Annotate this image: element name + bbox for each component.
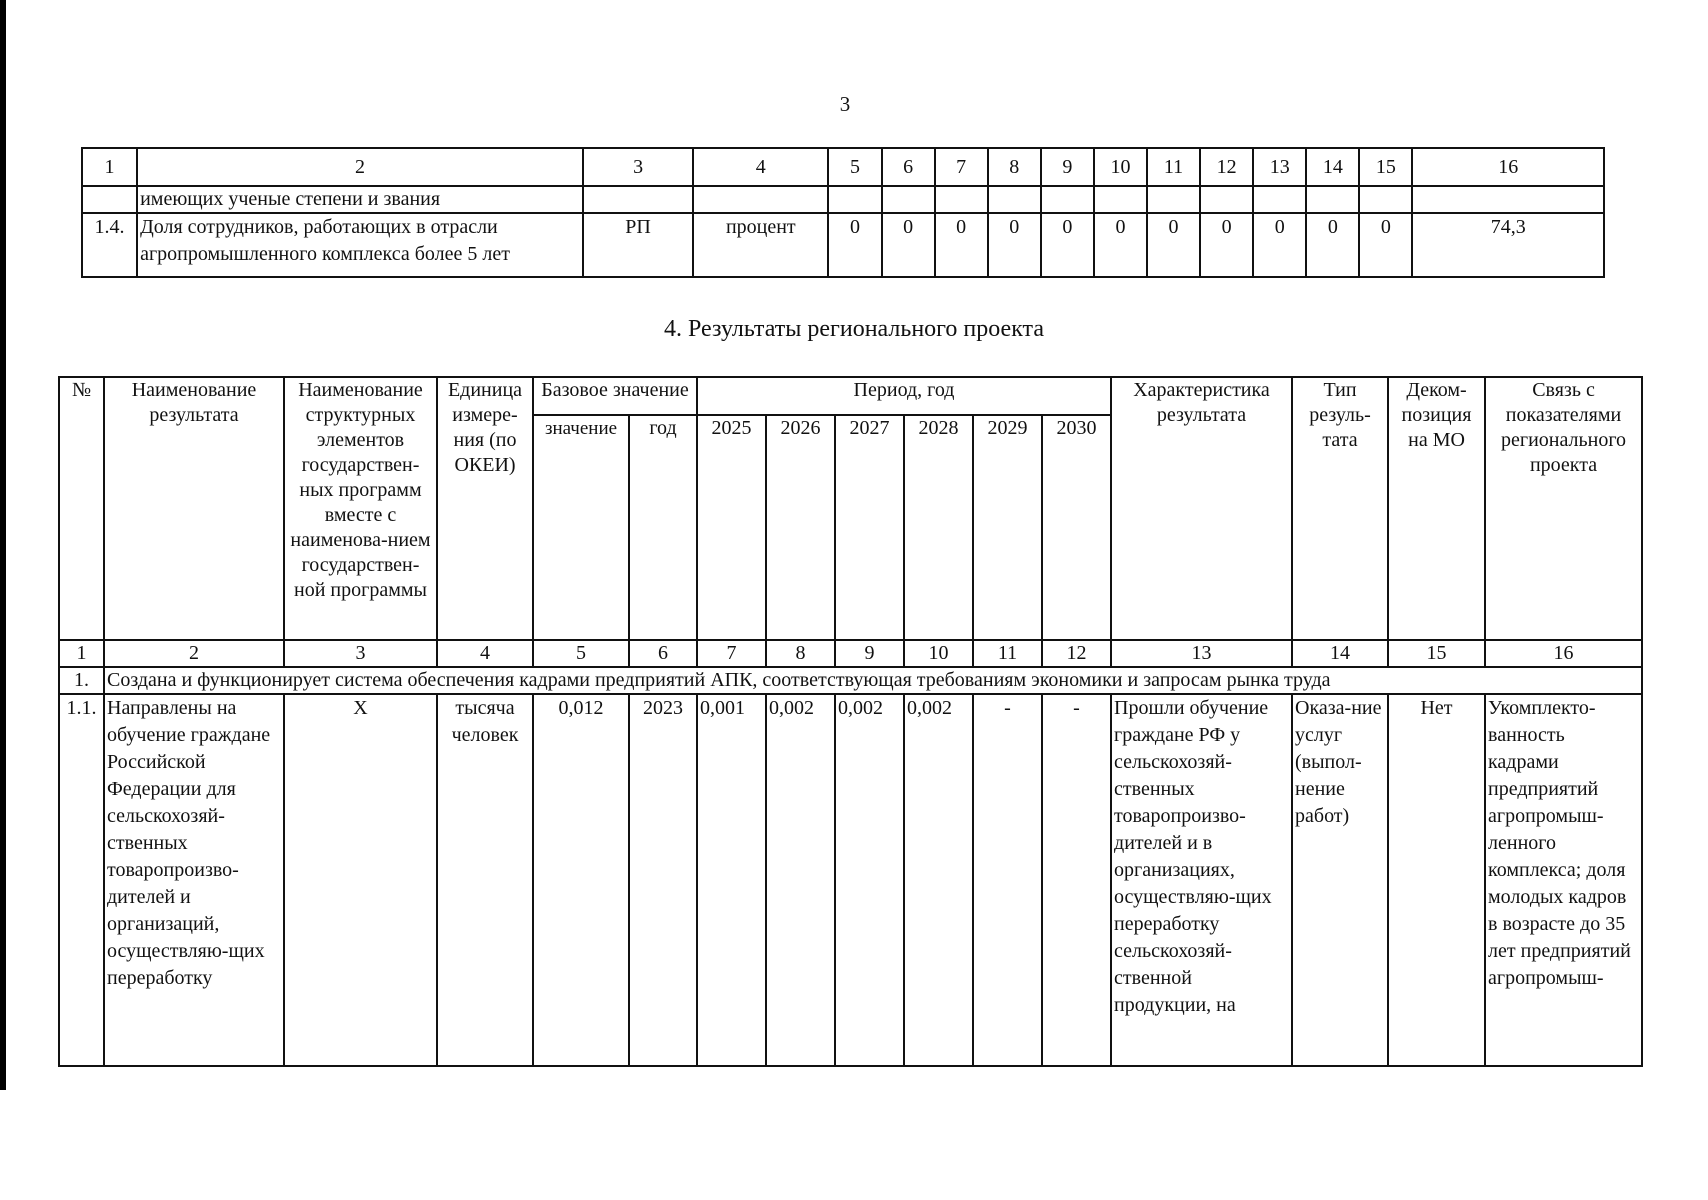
table2-header-row bbox=[59, 377, 1642, 415]
column-number: 16 bbox=[1412, 148, 1604, 186]
indicator-value: 0 bbox=[1041, 213, 1094, 277]
indicator-unit: процент bbox=[693, 213, 828, 277]
section-number: 1. bbox=[59, 667, 104, 694]
header-unit: Единица измере-ния (по ОКЕИ) bbox=[437, 377, 533, 640]
result-unit: тысяча человек bbox=[437, 694, 533, 1066]
column-number: 4 bbox=[437, 640, 533, 667]
result-characteristic: Прошли обучение граждане РФ у сельскохозяй-ственных товаропроизво-дителей и в организациях, осуществляю-щих переработку сельскохозяй-ственной продукции, на bbox=[1111, 694, 1292, 1066]
column-number: 13 bbox=[1253, 148, 1306, 186]
header-year: 2026 bbox=[766, 415, 835, 640]
column-number: 11 bbox=[973, 640, 1042, 667]
column-numbers-row bbox=[59, 640, 1642, 667]
indicator-name: Доля сотрудников, работающих в отрасли агропромышленного комплекса более 5 лет bbox=[137, 213, 583, 277]
period-value: - bbox=[973, 694, 1042, 1066]
column-number: 4 bbox=[693, 148, 828, 186]
column-number: 8 bbox=[988, 148, 1041, 186]
header-year: 2030 bbox=[1042, 415, 1111, 640]
column-number: 6 bbox=[629, 640, 697, 667]
table-cell bbox=[935, 186, 988, 213]
period-value: 0,001 bbox=[697, 694, 766, 1066]
indicator-value: 0 bbox=[988, 213, 1041, 277]
header-base-year: год bbox=[629, 415, 697, 640]
section-row bbox=[59, 667, 1642, 694]
result-decomposition: Нет bbox=[1388, 694, 1485, 1066]
column-number: 2 bbox=[137, 148, 583, 186]
column-number: 9 bbox=[1041, 148, 1094, 186]
header-no: № bbox=[59, 377, 104, 640]
header-decomposition: Деком-позиция на МО bbox=[1388, 377, 1485, 640]
indicator-value: 0 bbox=[1147, 213, 1200, 277]
header-link: Связь с показателями регионального проекта bbox=[1485, 377, 1642, 640]
period-value: - bbox=[1042, 694, 1111, 1066]
header-year: 2025 bbox=[697, 415, 766, 640]
header-type: Тип резуль-тата bbox=[1292, 377, 1388, 640]
row-number: 1.4. bbox=[82, 213, 137, 277]
table-cell bbox=[1253, 186, 1306, 213]
header-result-name: Наименование результата bbox=[104, 377, 284, 640]
period-value: 0,002 bbox=[766, 694, 835, 1066]
column-number: 5 bbox=[533, 640, 629, 667]
period-value: 0,002 bbox=[835, 694, 904, 1066]
section-title: 4. Результаты регионального проекта bbox=[664, 316, 1044, 342]
column-number: 10 bbox=[904, 640, 973, 667]
table-cell bbox=[82, 186, 137, 213]
section-text: Создана и функционирует система обеспечения кадрами предприятий АПК, соответствующая требованиям экономики и запросам рынка труда bbox=[104, 667, 1642, 694]
column-number: 9 bbox=[835, 640, 904, 667]
indicator-value: 0 bbox=[1253, 213, 1306, 277]
column-number: 14 bbox=[1306, 148, 1359, 186]
row-number: 1.1. bbox=[59, 694, 104, 1066]
indicator-value: 0 bbox=[935, 213, 988, 277]
struct-element: X bbox=[284, 694, 437, 1066]
column-number: 14 bbox=[1292, 640, 1388, 667]
table-cell bbox=[583, 186, 693, 213]
table-cell bbox=[882, 186, 935, 213]
column-number: 12 bbox=[1200, 148, 1253, 186]
column-number: 11 bbox=[1147, 148, 1200, 186]
header-base-value: значение bbox=[533, 415, 629, 640]
table-cell bbox=[1200, 186, 1253, 213]
column-number: 3 bbox=[583, 148, 693, 186]
table-cell bbox=[1306, 186, 1359, 213]
indicator-last-value: 74,3 bbox=[1412, 213, 1604, 277]
column-number: 7 bbox=[697, 640, 766, 667]
header-base: Базовое значение bbox=[533, 377, 697, 415]
column-number: 8 bbox=[766, 640, 835, 667]
header-characteristic: Характеристика результата bbox=[1111, 377, 1292, 640]
column-number: 7 bbox=[935, 148, 988, 186]
column-number: 16 bbox=[1485, 640, 1642, 667]
result-type: Оказа-ние услуг (выпол-нение работ) bbox=[1292, 694, 1388, 1066]
period-value: 0,002 bbox=[904, 694, 973, 1066]
table-row bbox=[82, 213, 1604, 277]
scan-edge bbox=[0, 0, 6, 1090]
table-row bbox=[59, 694, 1642, 1066]
indicator-value: 0 bbox=[1200, 213, 1253, 277]
header-year: 2028 bbox=[904, 415, 973, 640]
table-cell bbox=[1412, 186, 1604, 213]
table-cell bbox=[693, 186, 828, 213]
continuation-text: имеющих ученые степени и звания bbox=[137, 186, 583, 213]
column-number: 15 bbox=[1359, 148, 1412, 186]
indicator-level: РП bbox=[583, 213, 693, 277]
header-struct-elements: Наименование структурных элементов государствен-ных программ вместе с наименова-нием государствен-ной программы bbox=[284, 377, 437, 640]
table-cell bbox=[1094, 186, 1147, 213]
indicators-continuation-table bbox=[81, 147, 1605, 278]
column-number: 1 bbox=[59, 640, 104, 667]
table-cell bbox=[1147, 186, 1200, 213]
indicator-value: 0 bbox=[1306, 213, 1359, 277]
header-period: Период, год bbox=[697, 377, 1111, 415]
base-year: 2023 bbox=[629, 694, 697, 1066]
table1-header-row bbox=[82, 148, 1604, 186]
table-cell bbox=[1041, 186, 1094, 213]
indicator-value: 0 bbox=[882, 213, 935, 277]
result-name: Направлены на обучение граждане Российской Федерации для сельскохозяй-ственных товаропроизво-дителей и организаций, осуществляю-щих переработку bbox=[104, 694, 284, 1066]
column-number: 5 bbox=[828, 148, 881, 186]
header-year: 2027 bbox=[835, 415, 904, 640]
table-row bbox=[82, 186, 1604, 213]
column-number: 12 bbox=[1042, 640, 1111, 667]
base-value: 0,012 bbox=[533, 694, 629, 1066]
column-number: 13 bbox=[1111, 640, 1292, 667]
table-cell bbox=[1359, 186, 1412, 213]
indicator-value: 0 bbox=[1359, 213, 1412, 277]
column-number: 15 bbox=[1388, 640, 1485, 667]
column-number: 2 bbox=[104, 640, 284, 667]
column-number: 10 bbox=[1094, 148, 1147, 186]
indicator-value: 0 bbox=[1094, 213, 1147, 277]
column-number: 6 bbox=[882, 148, 935, 186]
page-number: 3 bbox=[839, 92, 851, 116]
indicator-value: 0 bbox=[828, 213, 881, 277]
header-year: 2029 bbox=[973, 415, 1042, 640]
table-cell bbox=[828, 186, 881, 213]
column-number: 3 bbox=[284, 640, 437, 667]
result-link: Укомплекто-ванность кадрами предприятий агропромыш-ленного комплекса; доля молодых кадров в возрасте до 35 лет предприятий агропромыш- bbox=[1485, 694, 1642, 1066]
results-table bbox=[58, 376, 1643, 1067]
column-number: 1 bbox=[82, 148, 137, 186]
table-cell bbox=[988, 186, 1041, 213]
